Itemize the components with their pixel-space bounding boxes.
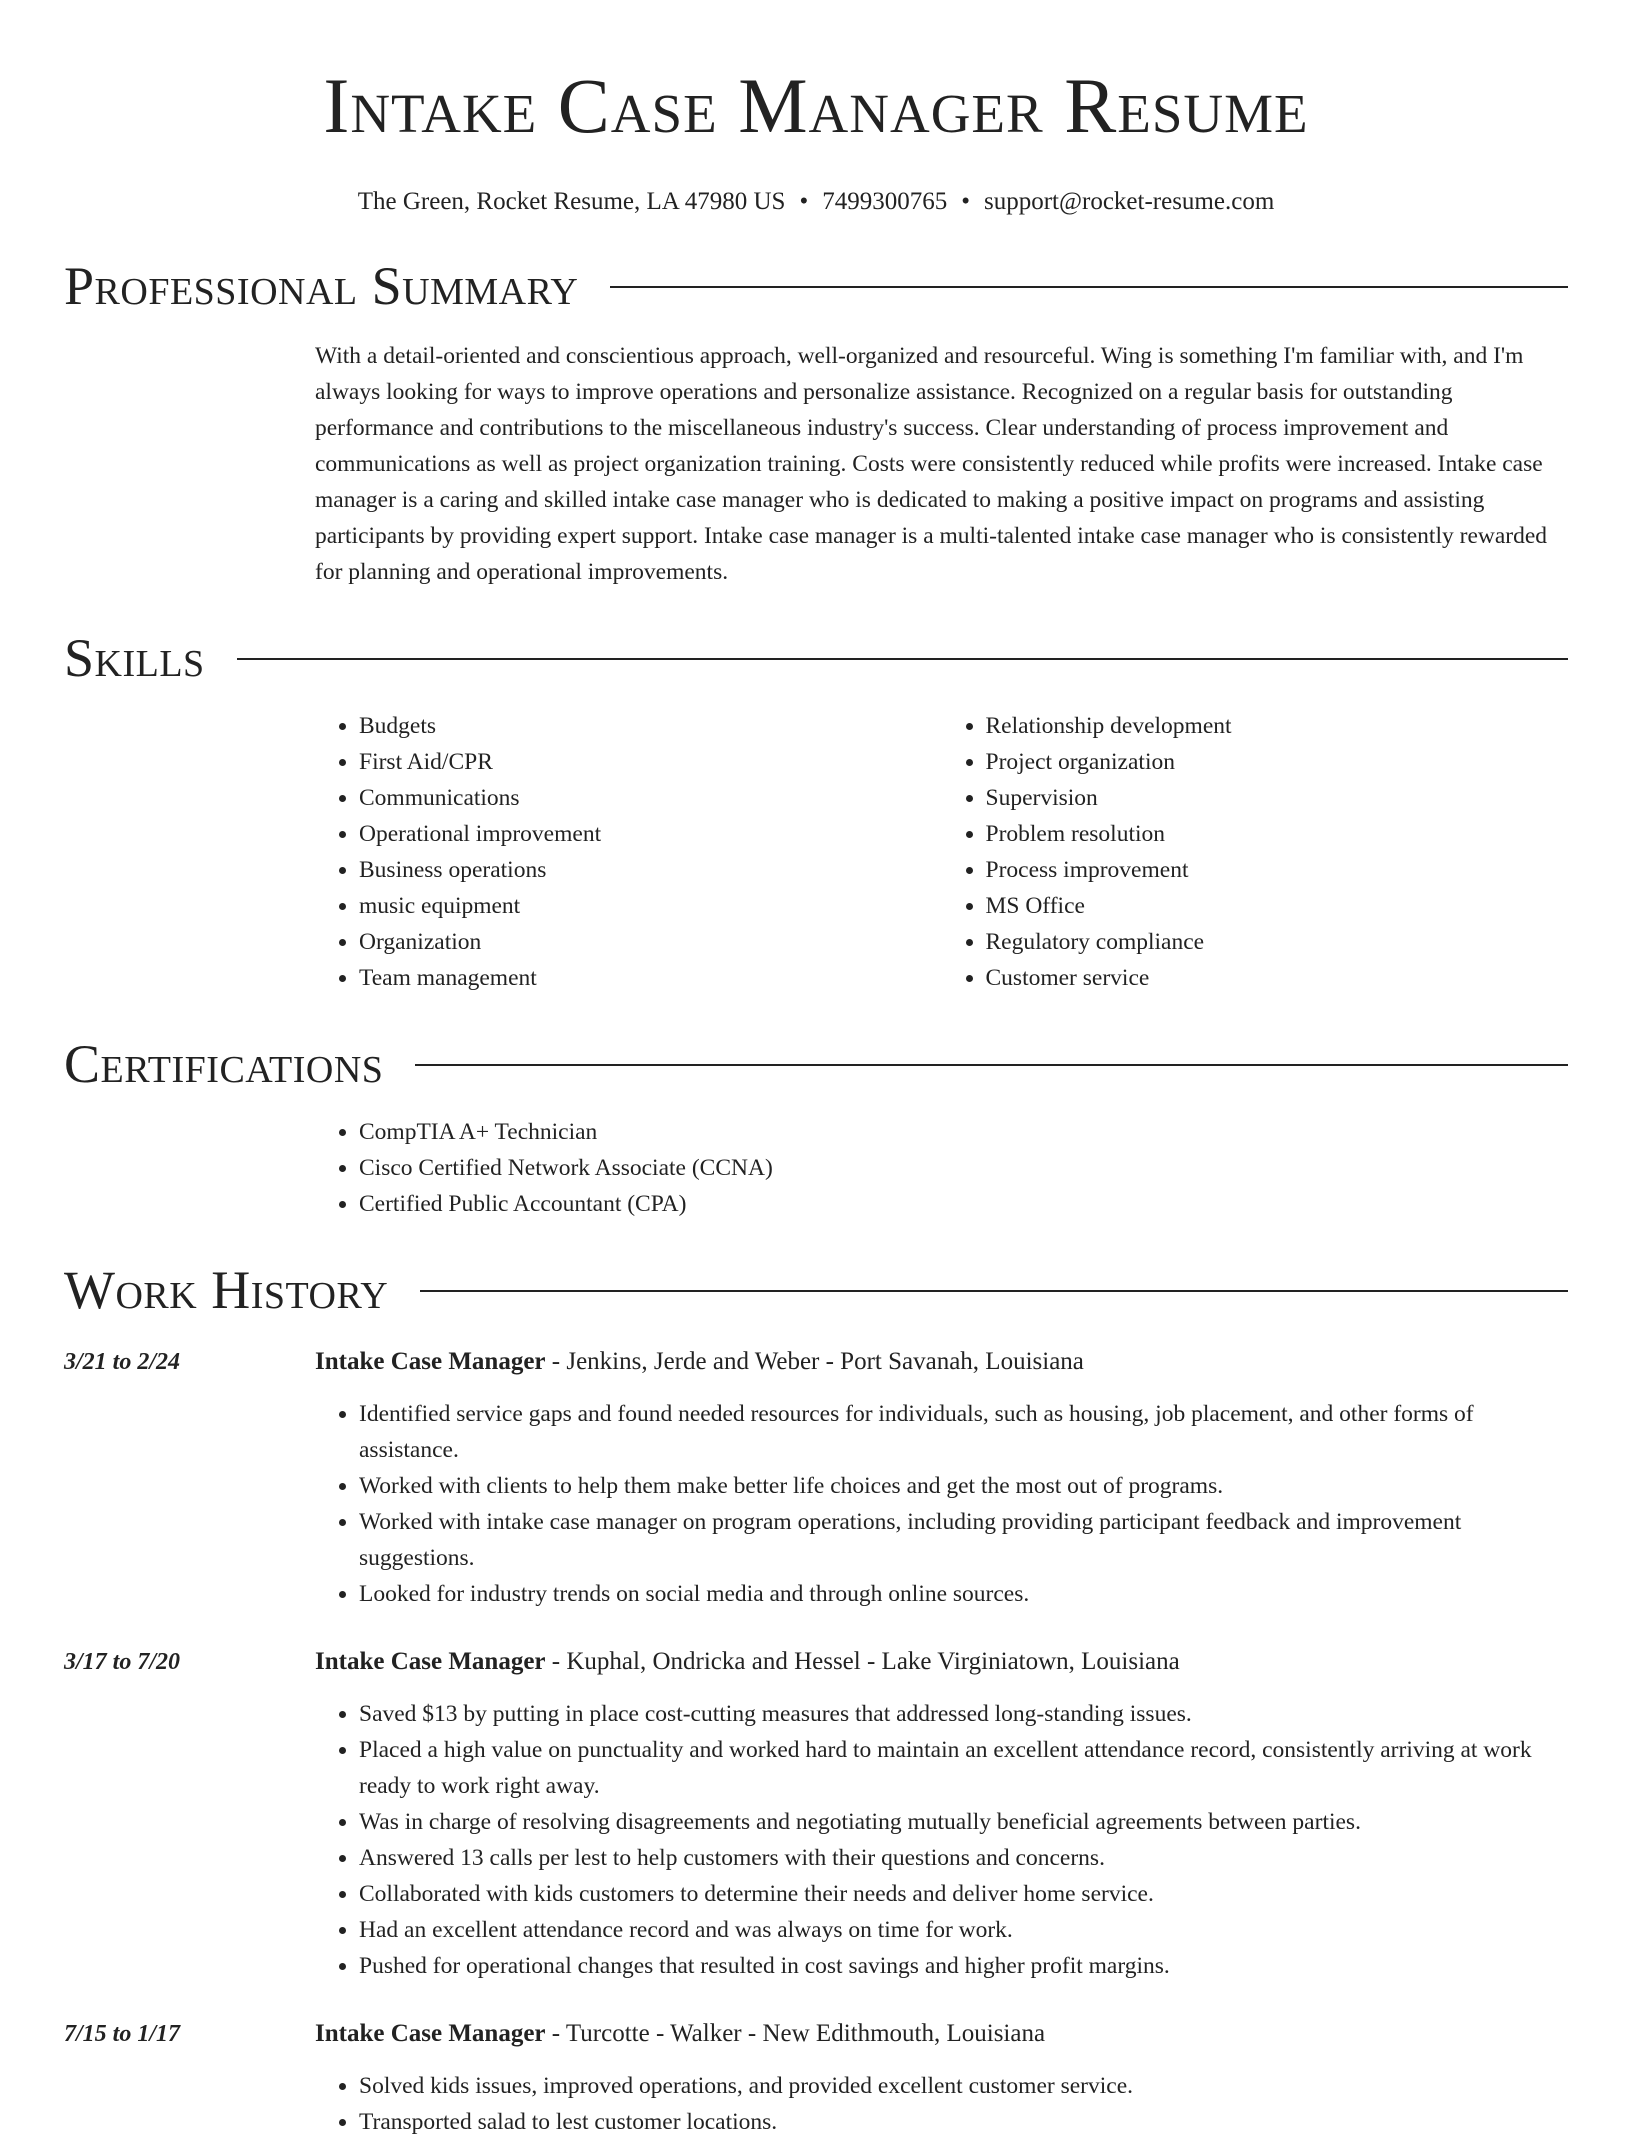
skills-column-left <box>315 708 942 996</box>
job-entry <box>64 2016 1568 2140</box>
summary-heading: Professional Summary <box>64 256 579 316</box>
skill-item: • Business operations <box>359 852 942 888</box>
skill-item: • MS Office <box>986 888 1569 924</box>
skill-item: • Problem resolution <box>986 816 1569 852</box>
skill-item: • Operational improvement <box>359 816 942 852</box>
skill-item: • First Aid/CPR <box>359 744 942 780</box>
job-heading <box>315 2016 1568 2052</box>
contact-line <box>64 186 1568 218</box>
job-bullets <box>315 2068 1568 2140</box>
job-bullet: • Solved kids issues, improved operations, and provided excellent customer service. <box>359 2068 1568 2104</box>
certification-item: • Cisco Certified Network Associate (CCNA) <box>359 1150 1568 1186</box>
job-details <box>315 1344 1568 1612</box>
section-divider <box>420 1290 1568 1292</box>
certifications-list <box>315 1114 1568 1222</box>
skills-heading: Skills <box>64 628 205 688</box>
job-title: Intake Case Manager <box>315 1348 546 1375</box>
job-bullet: • Looked for industry trends on social media and through online sources. <box>359 1576 1568 1612</box>
job-bullet: • Saved $13 by putting in place cost-cutting measures that addressed long-standing issues. <box>359 1696 1568 1732</box>
job-heading <box>315 1344 1568 1380</box>
job-employer-location: - Turcotte - Walker - New Edithmouth, Louisiana <box>545 2020 1046 2047</box>
job-bullet: • Answered 13 calls per lest to help customers with their questions and concerns. <box>359 1840 1568 1876</box>
work-section-header <box>64 1258 1568 1322</box>
job-title: Intake Case Manager <box>315 1648 546 1675</box>
job-bullet: • Identified service gaps and found needed resources for individuals, such as housing, job placement, and other forms of assistance. <box>359 1396 1568 1468</box>
job-employer-location: - Kuphal, Ondricka and Hessel - Lake Virginiatown, Louisiana <box>545 1648 1180 1675</box>
job-heading <box>315 1644 1568 1680</box>
job-bullet: • Was in charge of resolving disagreements and negotiating mutually beneficial agreements between parties. <box>359 1804 1568 1840</box>
job-dates: 3/17 to 7/20 <box>64 1649 181 1675</box>
section-divider <box>237 658 1568 660</box>
job-bullet: • Worked with clients to help them make better life choices and get the most out of programs. <box>359 1468 1568 1504</box>
skill-item: • Team management <box>359 960 942 996</box>
job-bullet: • Pushed for operational changes that resulted in cost savings and higher profit margins. <box>359 1948 1568 1984</box>
skill-item: • Communications <box>359 780 942 816</box>
job-title: Intake Case Manager <box>315 2020 546 2047</box>
job-bullet: • Had an excellent attendance record and was always on time for work. <box>359 1912 1568 1948</box>
job-bullet: • Placed a high value on punctuality and worked hard to maintain an excellent attendance record, consistently arriving at work ready to work right away. <box>359 1732 1568 1804</box>
contact-separator: • <box>799 188 809 215</box>
certification-item: • CompTIA A+ Technician <box>359 1114 1568 1150</box>
summary-text: With a detail-oriented and conscientious approach, well-organized and resourceful. Wing is something I'm familiar with, and I'm always looking for ways to improve operations and personalize assistance. Recognized on a regular basis for outstanding performance and contributions to the miscellaneous industry's success. Clear understanding of process improvement and communications as well as project organization training. Costs were consistently reduced while profits were increased. Intake case manager is a caring and skilled intake case manager who is dedicated to making a positive impact on programs and assisting participants by providing expert support. Intake case manager is a multi-talented intake case manager who is consistently rewarded for planning and operational improvements. <box>315 343 1548 585</box>
summary-section-header <box>64 254 1568 318</box>
contact-email: support@rocket-resume.com <box>983 188 1275 215</box>
job-details <box>315 2016 1568 2140</box>
job-bullet: • Collaborated with kids customers to determine their needs and deliver home service. <box>359 1876 1568 1912</box>
skill-item: • Project organization <box>986 744 1569 780</box>
work-history-list <box>64 1344 1568 2140</box>
job-details <box>315 1644 1568 1984</box>
job-bullet: • Transported salad to lest customer locations. <box>359 2104 1568 2140</box>
skills-column-right <box>942 708 1569 996</box>
job-entry <box>64 1344 1568 1612</box>
skill-item: • Supervision <box>986 780 1569 816</box>
job-entry <box>64 1644 1568 1984</box>
section-divider <box>610 286 1568 288</box>
skill-item: • Process improvement <box>986 852 1569 888</box>
job-bullets <box>315 1696 1568 1984</box>
certifications-section-header <box>64 1032 1568 1096</box>
skills-section-header <box>64 626 1568 690</box>
certifications-heading: Certifications <box>64 1034 384 1094</box>
job-dates: 3/21 to 2/24 <box>64 1349 181 1375</box>
skill-item: • Customer service <box>986 960 1569 996</box>
job-bullet: • Worked with intake case manager on program operations, including providing participant feedback and improvement suggestions. <box>359 1504 1568 1576</box>
work-history-heading: Work History <box>64 1260 389 1320</box>
contact-phone: 7499300765 <box>822 188 948 215</box>
certification-item: • Certified Public Accountant (CPA) <box>359 1186 1568 1222</box>
job-bullets <box>315 1396 1568 1612</box>
skill-item: • music equipment <box>359 888 942 924</box>
skill-item: • Relationship development <box>986 708 1569 744</box>
section-divider <box>415 1064 1568 1066</box>
resume-title: Intake Case Manager Resume <box>323 62 1309 149</box>
skill-item: • Budgets <box>359 708 942 744</box>
skills-list <box>315 708 1568 996</box>
job-employer-location: - Jenkins, Jerde and Weber - Port Savanah, Louisiana <box>545 1348 1084 1375</box>
skill-item: • Regulatory compliance <box>986 924 1569 960</box>
contact-separator: • <box>961 188 970 215</box>
job-dates: 7/15 to 1/17 <box>64 2021 181 2047</box>
skill-item: • Organization <box>359 924 942 960</box>
contact-address: The Green, Rocket Resume, LA 47980 US <box>357 188 786 215</box>
